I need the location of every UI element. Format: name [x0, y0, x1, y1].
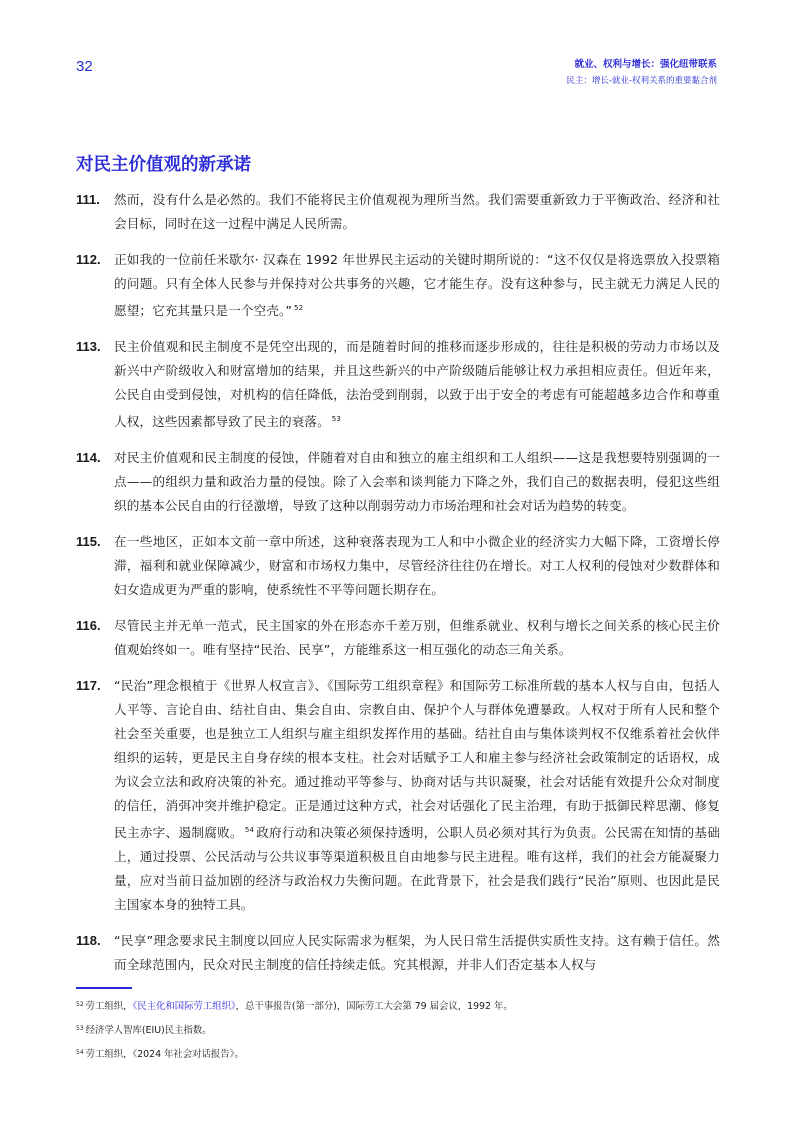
running-header: [566, 58, 717, 88]
section-title: 对民主价值观的新承诺: [76, 155, 251, 175]
running-header-subtitle: 民主：增长-就业-权利关系的重要黏合剂: [566, 76, 717, 86]
footnotes: [76, 994, 716, 1066]
paragraph: [76, 188, 720, 236]
footnote-link[interactable]: 《民主化和国际劳工组织》: [132, 1001, 236, 1012]
footnote-ref[interactable]: 54: [244, 826, 254, 834]
paragraph-list: [76, 188, 720, 989]
paragraph: [76, 674, 720, 917]
paragraph-number: 115.: [76, 534, 101, 549]
paragraph: [76, 248, 720, 323]
paragraph-text: 尽管民主并无单一范式，民主国家的外在形态亦千差万别，但维系就业、权利与增长之间关系的核心民主价值观始终如一。唯有坚持“民治、民享”，方能维系这一相互强化的动态三角关系。: [114, 618, 720, 657]
paragraph-text: “民治”理念根植于《世界人权宣言》、《国际劳工组织章程》和国际劳工标准所载的基本人权与自由，包括人人平等、言论自由、结社自由、集会自由、宗教自由、保护个人与群体免遭暴政。人权对于所有人民和整个社会至关重要，也是独立工人组织与雇主组织发挥作用的基础。结社自由与集体谈判权不仅维系着社会伙伴组织的运转，更是民主自身存续的根本支柱。社会对话赋予工人和雇主参与经济社会政策制定的话语权，成为议会立法和政府决策的补充。通过推动平等参与、协商对话与共识凝聚，社会对话能有效提升公众对制度的信任，消弭冲突并维护稳定。正是通过这种方式，社会对话强化了民主治理，有助于抵御民粹思潮、修复民主赤字、遏制腐败。 $^{54}$ 政府行动和决策必须保持透明，公职人员必须对其行为负责。公民需在知情的基础上，通过投票、公民活动与公共议事等渠道积极且自由地参与民主进程。唯有这样，我们的社会方能凝聚力量，应对当前日益加剧的经济与政治权力失衡问题。在此背景下，社会是我们践行“民治”原则、也因此是民主国家本身的独特工具。: [114, 678, 720, 912]
footnote-divider: [76, 987, 132, 989]
paragraph-number: 113.: [76, 339, 101, 354]
footnote: $^{53}$ 经济学人智库(EIU)民主指数。: [76, 1025, 212, 1036]
paragraph-number: 114.: [76, 450, 101, 465]
footnote: $^{54}$ 劳工组织，《2024 年社会对话报告》。: [76, 1049, 244, 1060]
paragraph-text: 正如我的一位前任米歇尔· 汉森在 1992 年世界民主运动的关键时期所说的：“这不仅仅是将选票放入投票箱的问题。只有全体人民参与并保持对公共事务的兴趣，它才能生存。没有这种参与，民主就无力满足人民的愿望；它充其量只是一个空壳。” $^{52}$: [114, 252, 720, 318]
page-number: 32: [76, 58, 93, 75]
paragraph-number: 116.: [76, 618, 101, 633]
paragraph-text: 然而，没有什么是必然的。我们不能将民主价值观视为理所当然。我们需要重新致力于平衡政治、经济和社会目标，同时在这一过程中满足人民所需。: [114, 192, 720, 231]
paragraph: [76, 335, 720, 434]
footnote-ref[interactable]: 53: [331, 415, 341, 423]
paragraph: [76, 614, 720, 662]
paragraph-number: 117.: [76, 678, 101, 693]
paragraph: [76, 929, 720, 977]
paragraph-text: “民享”理念要求民主制度以回应人民实际需求为框架，为人民日常生活提供实质性支持。这有赖于信任。然而全球范围内，民众对民主制度的信任持续走低。究其根源，并非人们否定基本人权与: [114, 933, 720, 972]
paragraph-text: 在一些地区，正如本文前一章中所述，这种衰落表现为工人和中小微企业的经济实力大幅下降，工资增长停滞，福利和就业保障减少，财富和市场权力集中，尽管经济往往仍在增长。对工人权利的侵蚀对少数群体和妇女造成更为严重的影响，使系统性不平等问题长期存在。: [114, 534, 720, 597]
footnote-ref[interactable]: 52: [294, 304, 304, 312]
footnote: $^{52}$ 劳工组织，《民主化和国际劳工组织》，总干事报告(第一部分)，国际劳工大会第 79 届会议，1992 年。: [76, 1001, 513, 1012]
paragraph-number: 111.: [76, 192, 100, 207]
paragraph: [76, 446, 720, 518]
paragraph: [76, 530, 720, 602]
running-header-title: 就业、权利与增长：强化纽带联系: [574, 59, 717, 70]
paragraph-text: 对民主价值观和民主制度的侵蚀，伴随着对自由和独立的雇主组织和工人组织——这是我想要特别强调的一点——的组织力量和政治力量的侵蚀。除了入会率和谈判能力下降之外，我们自己的数据表明，侵犯这些组织的基本公民自由的行径激增，导致了这种以削弱劳动力市场治理和社会对话为趋势的转变。: [114, 450, 720, 513]
paragraph-text: 民主价值观和民主制度不是凭空出现的，而是随着时间的推移而逐步形成的，往往是积极的劳动力市场以及新兴中产阶级收入和财富增加的结果，并且这些新兴的中产阶级随后能够让权力承担相应责任。但近年来，公民自由受到侵蚀，对机构的信任降低，法治受到削弱，以致于出于安全的考虑有可能超越多边合作和尊重人权，这些因素都导致了民主的衰落。 $^{53}$: [114, 339, 720, 429]
paragraph-number: 112.: [76, 252, 101, 267]
paragraph-number: 118.: [76, 933, 101, 948]
